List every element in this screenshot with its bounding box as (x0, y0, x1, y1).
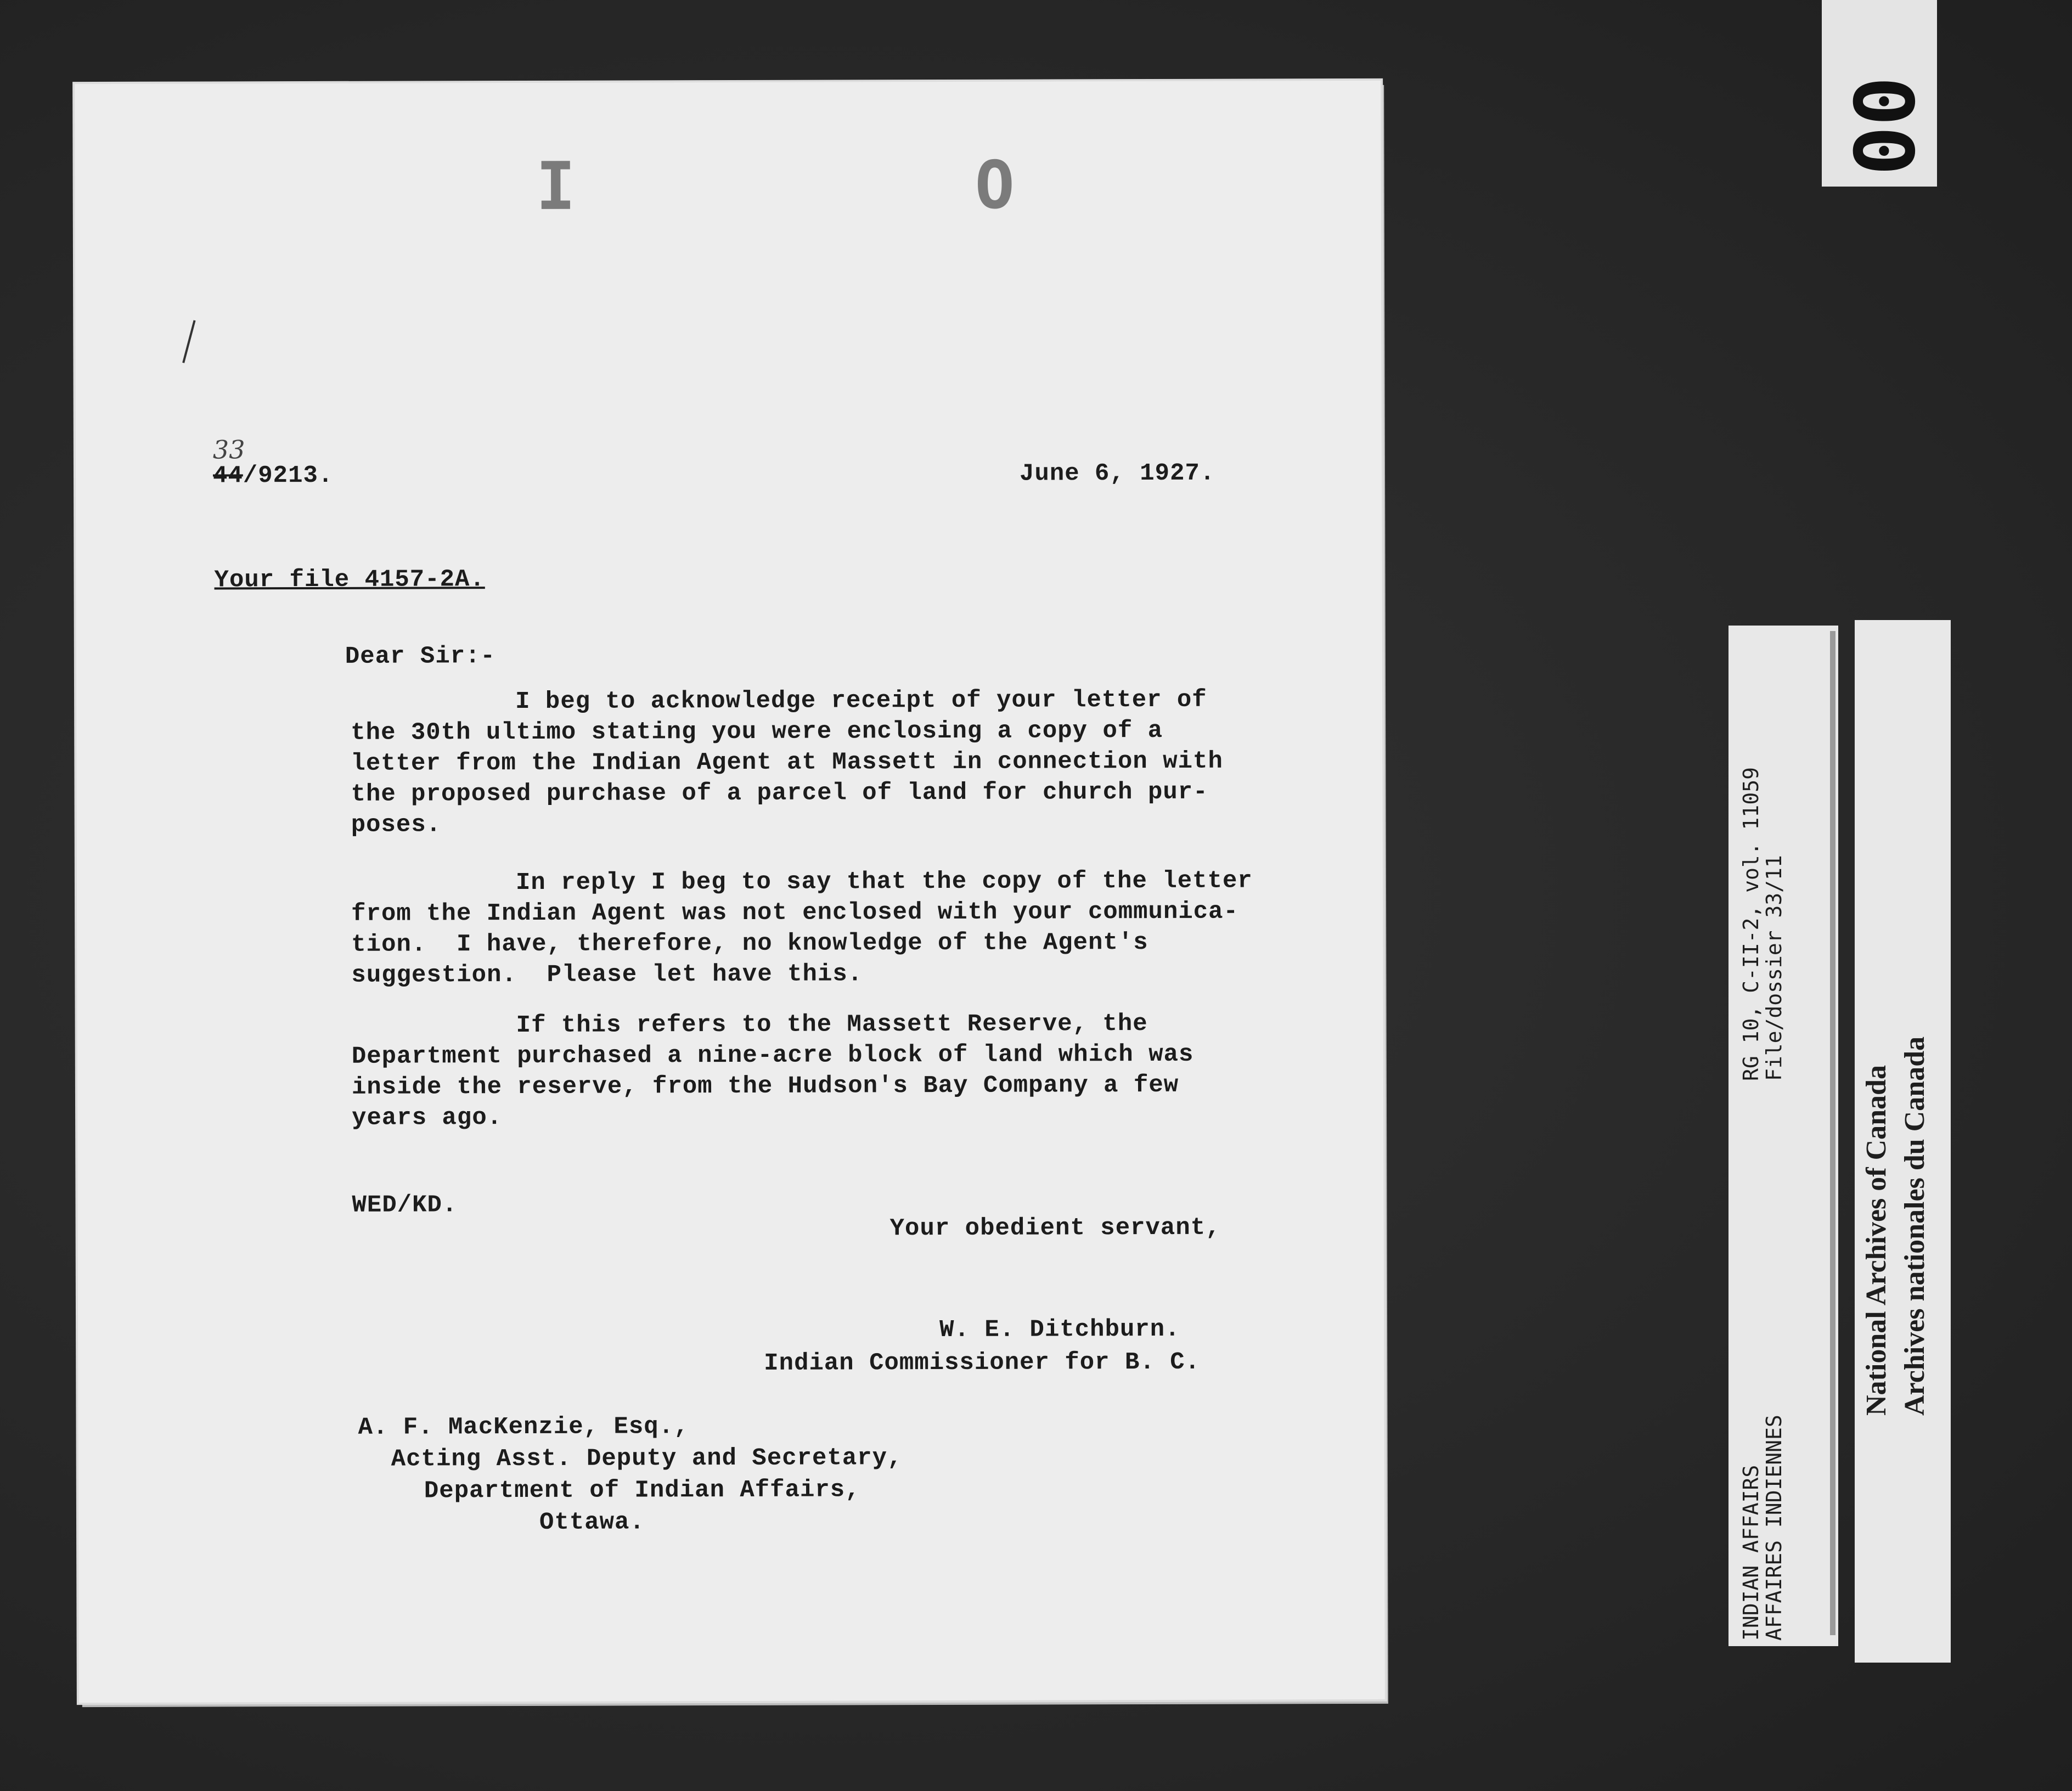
department-fr: AFFAIRES INDIENNES (1762, 1415, 1786, 1641)
body-paragraph-3 (352, 1008, 1373, 1134)
letter-page (75, 81, 1385, 1703)
file-reference-number: /9213. (243, 461, 334, 490)
institution-name-fr: Archives nationales du Canada (1899, 1036, 1930, 1416)
department-en: INDIAN AFFAIRS (1739, 1465, 1763, 1641)
frame-number: 00 (1838, 76, 1934, 176)
file-dossier: File/dossier 33/11 (1762, 855, 1786, 1081)
punch-hole-mark: I (536, 148, 576, 225)
paragraph-line: Department purchased a nine-acre block of land which was (351, 1040, 1194, 1071)
record-group: RG 10, C-II-2, vol. 11059 (1739, 767, 1763, 1081)
institution-name-en: National Archives of Canada (1861, 1065, 1892, 1416)
paragraph-line: tion. I have, therefore, no knowledge of the Agent's (351, 929, 1148, 959)
paragraph-line: suggestion. Please let have this. (351, 960, 863, 989)
punch-hole-mark: O (975, 147, 1015, 224)
recipient-address-line: A. F. MacKenzie, Esq., (358, 1413, 689, 1441)
paragraph-line: the 30th ultimo stating you were enclosing a copy of a (351, 717, 1163, 747)
paragraph-line: from the Indian Agent was not enclosed with your communica- (351, 898, 1239, 928)
handwritten-file-number: 33 (212, 435, 245, 465)
body-paragraph-1 (351, 684, 1372, 841)
struck-file-prefix: 44 (212, 462, 243, 490)
archive-reference-label (1728, 626, 1838, 1646)
paragraph-line: the proposed purchase of a parcel of land for church pur- (351, 778, 1208, 808)
recipient-address-line: Department of Indian Affairs, (424, 1476, 860, 1505)
paragraph-line: letter from the Indian Agent at Massett in connection with (351, 747, 1223, 778)
signatory-title: Indian Commissioner for B. C. (764, 1348, 1201, 1377)
paragraph-line: years ago. (352, 1104, 503, 1132)
paragraph-line: In reply I beg to say that the copy of the letter (515, 867, 1253, 897)
paragraph-line: I beg to acknowledge receipt of your letter of (515, 686, 1207, 716)
paragraph-line: inside the reserve, from the Hudson's Bay Company a few (351, 1071, 1179, 1101)
paragraph-line: poses. (351, 811, 442, 839)
frame-number-label (1822, 0, 1937, 187)
your-file-reference: Your file 4157-2A. (214, 566, 485, 594)
recipient-address-line: Ottawa. (539, 1508, 645, 1536)
paragraph-line: If this refers to the Massett Reserve, the (516, 1010, 1148, 1040)
typist-initials: WED/KD. (352, 1191, 458, 1219)
signatory-name: W. E. Ditchburn. (939, 1315, 1180, 1344)
salutation: Dear Sir:- (345, 643, 496, 671)
recipient-address-line: Acting Asst. Deputy and Secretary, (391, 1444, 903, 1473)
letter-date: June 6, 1927. (1019, 459, 1215, 488)
body-paragraph-2 (351, 865, 1372, 991)
pencil-mark (182, 320, 195, 363)
institution-label (1855, 620, 1951, 1663)
file-reference (213, 462, 333, 490)
complimentary-closing: Your obedient servant, (889, 1214, 1221, 1243)
label-divider (1830, 631, 1835, 1635)
